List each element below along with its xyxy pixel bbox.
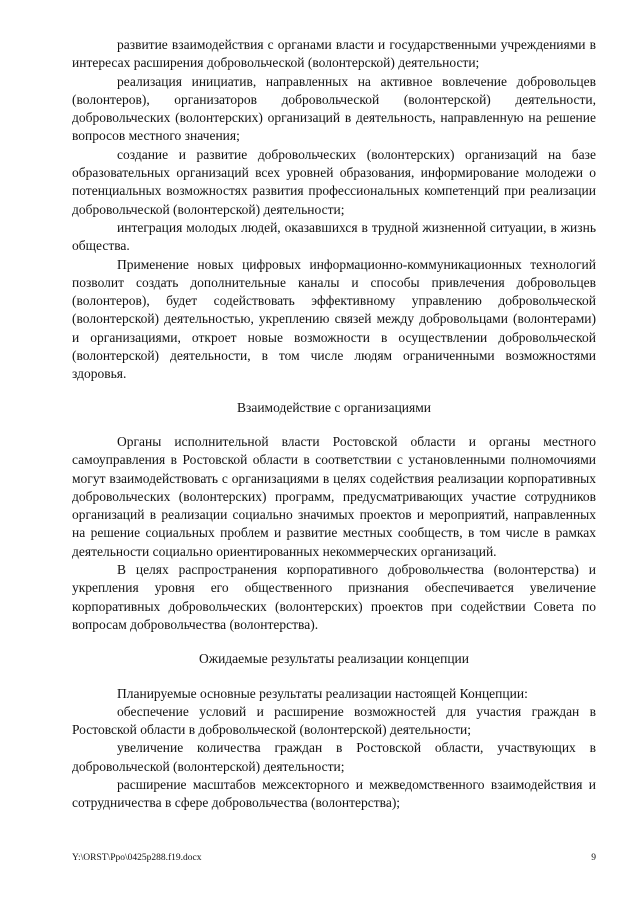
page-number: 9 (591, 853, 596, 863)
paragraph: В целях распространения корпоративного добровольчества (волонтерства) и укрепления уровня его общественного признания обеспечивается увеличение корпоративных добровольческих (волонтерских) проектов при содействии Совета по вопросам добровольчества (волонтерства). (72, 562, 596, 632)
paragraph: реализация инициатив, направленных на активное вовлечение добровольцев (волонтеров), организаторов добровольческой (волонтерской) деятельности, добровольческих (волонтерских) организаций в деятельность, направленную на решение вопросов местного значения; (72, 73, 596, 144)
paragraph: Планируемые основные результаты реализации настоящей Концепции: (117, 685, 528, 701)
document-body (72, 36, 596, 813)
page-footer (72, 853, 596, 863)
section-heading-expected-results: Ожидаемые результаты реализации концепции (199, 651, 469, 667)
paragraph: развитие взаимодействия с органами власти и государственными учреждениями в интересах расширения добровольческой (волонтерской) деятельности; (72, 37, 596, 71)
paragraph: обеспечение условий и расширение возможностей для участия граждан в Ростовской области в добровольческой (волонтерской) деятельности; (72, 703, 596, 738)
paragraph: Органы исполнительной власти Ростовской области и органы местного самоуправления в Ростовской области в соответствии с установленными полномочиями могут взаимодействовать с организациями в целях содействия реализации корпоративных добровольческих (волонтерских) программ, предусматривающих участие сотрудников организаций в реализации социально значимых проектов и мероприятий, направленных на решение социальных проблем и развитие местных сообществ, в том числе в рамках деятельности социально ориентированных некоммерческих организаций. (72, 433, 596, 559)
paragraph: создание и развитие добровольческих (волонтерских) организаций на базе образовательных организаций всех уровней образования, информирование молодежи о потенциальных возможностях развития профессиональных компетенций при реализации добровольческой (волонтерской) деятельности; (72, 146, 596, 217)
file-path: Y:\ORST\Ppo\0425p288.f19.docx (72, 853, 202, 863)
paragraph: увеличение количества граждан в Ростовской области, участвующих в добровольческой (волонтерской) деятельности; (72, 740, 596, 774)
paragraph: интеграция молодых людей, оказавшихся в трудной жизненной ситуации, в жизнь общества. (72, 219, 596, 254)
paragraph: расширение масштабов межсекторного и межведомственного взаимодействия и сотрудничества в сфере добровольчества (волонтерства); (72, 776, 596, 811)
section-heading-interaction: Взаимодействие с организациями (237, 399, 431, 415)
paragraph: Применение новых цифровых информационно-коммуникационных технологий позволит создать дополнительные каналы и способы привлечения добровольцев (волонтеров), будет содействовать эффективному управлению добровольческой (волонтерской) деятельностью, укреплению связей между добровольцами (волонтерами) и организациями, откроет новые возможности в осуществлении добровольческой (волонтерской) деятельности, в том числе людям ограниченными возможностями здоровья. (72, 256, 596, 382)
